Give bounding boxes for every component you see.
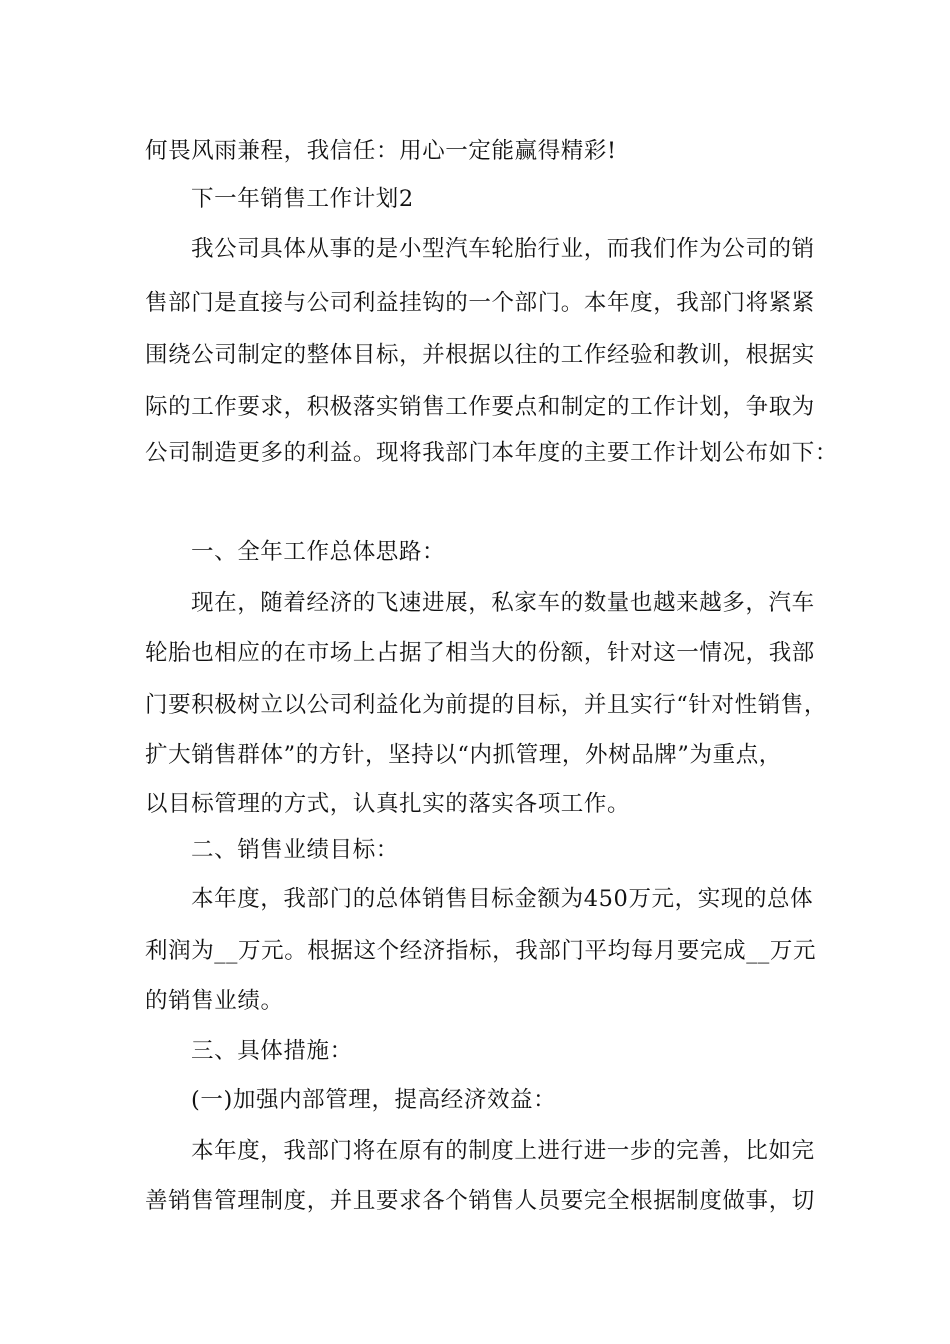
text-line: 何畏风雨兼程，我信任：用心一定能赢得精彩!	[145, 138, 617, 164]
text-line: 以目标管理的方式，认真扎实的落实各项工作。	[145, 791, 631, 817]
text-line: 我公司具体从事的是小型汽车轮胎行业，而我们作为公司的销	[191, 236, 815, 262]
text-line: 的销售业绩。	[145, 988, 284, 1014]
text-line: 现在，随着经济的飞速进展，私家车的数量也越来越多，汽车	[191, 590, 815, 616]
heading-3: 三、具体措施：	[191, 1038, 353, 1064]
text-line: 围绕公司制定的整体目标，并根据以往的工作经验和教训，根据实	[145, 342, 815, 368]
text-line: 门要积极树立以公司利益化为前提的目标，并且实行“针对性销售，	[145, 692, 828, 718]
subheading: (一)加强内部管理，提高经济效益：	[191, 1087, 557, 1113]
text-line: 善销售管理制度，并且要求各个销售人员要完全根据制度做事，切	[145, 1188, 815, 1214]
text-line: 售部门是直接与公司利益挂钩的一个部门。本年度，我部门将紧紧	[145, 290, 815, 316]
text-line: 轮胎也相应的在市场上占据了相当大的份额，针对这一情况，我部	[145, 640, 815, 666]
heading-1: 一、全年工作总体思路：	[191, 539, 446, 565]
text-line: 利润为__万元。根据这个经济指标，我部门平均每月要完成__万元	[145, 938, 817, 964]
text-line: 本年度，我部门将在原有的制度上进行进一步的完善，比如完	[191, 1138, 815, 1164]
heading-2: 二、销售业绩目标：	[191, 837, 399, 863]
section-title: 下一年销售工作计划2	[191, 186, 414, 212]
text-line: 本年度，我部门的总体销售目标金额为450万元，实现的总体	[191, 886, 814, 912]
text-line: 扩大销售群体”的方针，坚持以“内抓管理，外树品牌”为重点，	[145, 742, 782, 768]
text-line: 际的工作要求，积极落实销售工作要点和制定的工作计划，争取为	[145, 394, 815, 420]
text-line: 公司制造更多的利益。现将我部门本年度的主要工作计划公布如下：	[145, 440, 839, 466]
